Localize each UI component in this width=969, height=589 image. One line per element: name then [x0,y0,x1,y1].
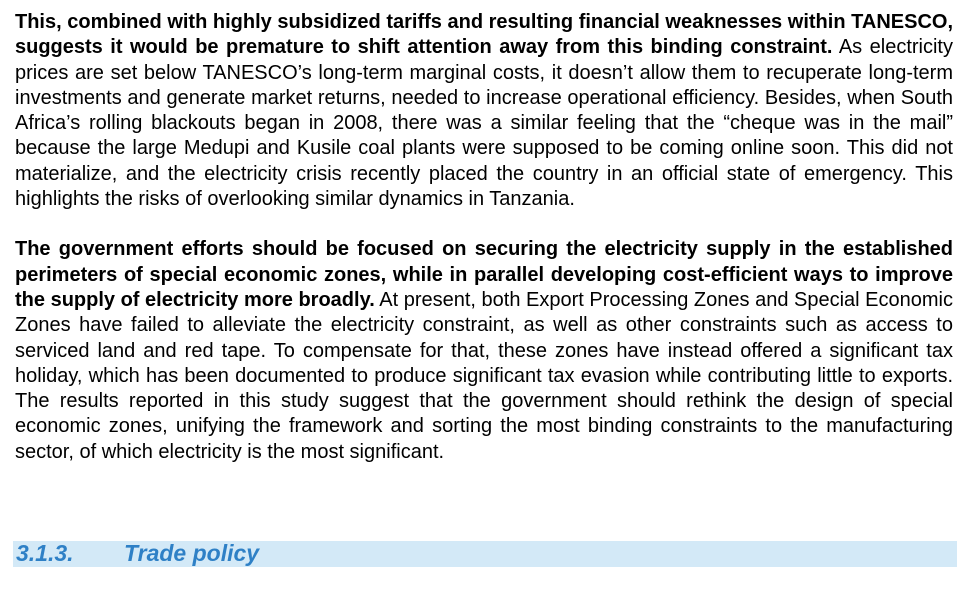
paragraph-lead-bold: The government efforts should be focused on securing the electricity supply in the established perimeters of special economic zones, while in parallel developing cost-efficient ways to improve the supply of electricity more broadly. [15,238,953,311]
paragraph-electricity-tariffs [15,10,953,212]
paragraph-body-text: At present, both Export Processing Zones and Special Economic Zones have failed to alleviate the electricity constraint, as well as other constraints such as access to serviced land and red tape. To compensate for that, these zones have instead offered a significant tax holiday, which has been documented to produce significant tax evasion while contributing little to exports. The results reported in this study suggest that the government should rethink the design of special economic zones, unifying the framework and sorting the most binding constraints to the manufacturing sector, of which electricity is the most significant. [15,288,953,463]
section-heading-number: 3.1.3. [16,540,74,566]
paragraph-body-text: As electricity prices are set below TANESCO’s long-term marginal costs, it doesn’t allow them to recuperate long-term investments and generate market returns, needed to increase operational efficiency. Besides, when South Africa’s rolling blackouts began in 2008, there was a similar feeling that the “cheque was in the mail” because the large Medupi and Kusile coal plants were supposed to be coming online soon. This did not materialize, and the electricity crisis recently placed the country in an official state of emergency. This highlights the risks of overlooking similar dynamics in Tanzania. [15,36,953,211]
section-heading [16,538,259,568]
paragraph-lead-bold: This, combined with highly subsidized tariffs and resulting financial weaknesses within TANESCO, suggests it would be premature to shift attention away from this binding constraint. [15,11,953,59]
document-body [15,10,953,465]
section-heading-title: Trade policy [124,540,260,566]
paragraph-special-economic-zones [15,237,953,465]
